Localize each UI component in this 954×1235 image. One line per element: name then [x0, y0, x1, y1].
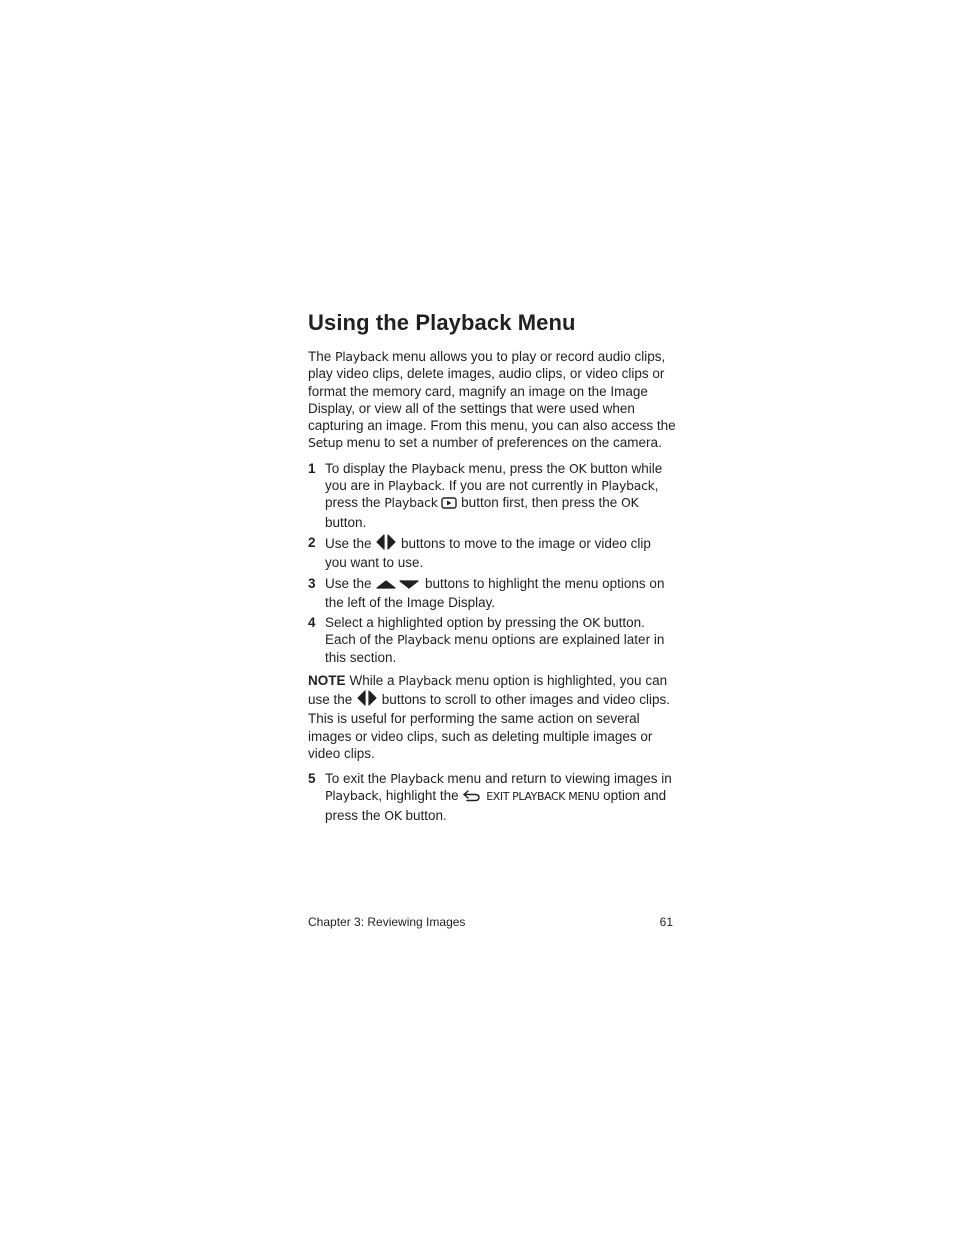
ui-term-playback: Playback [398, 673, 452, 689]
intro-paragraph [308, 348, 676, 452]
text: . If you are not currently in [441, 478, 602, 494]
ui-term-setup: Setup [308, 435, 343, 451]
text: button first, then press the [457, 495, 622, 511]
note-label: NOTE [308, 673, 346, 689]
note-block [308, 672, 676, 763]
step-text [325, 614, 676, 666]
text: buttons to scroll to other images and video clips. This is useful for performing the same action on several images or video clips, such as deleting multiple images or video clips. [308, 691, 670, 762]
text: Use the [325, 535, 376, 551]
ui-term-playback: Playback [335, 349, 389, 364]
step-number: 4 [308, 615, 316, 631]
ui-term-playback: Playback [325, 788, 379, 804]
step-item [308, 575, 676, 612]
step-item [308, 614, 676, 666]
text: button. [325, 514, 367, 530]
text: button while you are in [325, 460, 663, 494]
text: buttons to highlight the menu options on the left of the Image Display. [325, 575, 665, 610]
text: menu option is highlighted, you can use the [308, 673, 668, 707]
step-item [308, 534, 676, 572]
text: The [308, 349, 336, 364]
text: Select a highlighted option by pressing the [325, 615, 583, 631]
step-number: 5 [308, 771, 316, 787]
step-text [325, 770, 676, 824]
ui-term-playback: Playback [388, 478, 442, 494]
page-content [308, 308, 676, 827]
text: Use the [325, 575, 376, 591]
text: menu options are explained later in this section. [325, 632, 665, 665]
step-text [325, 534, 676, 572]
ui-term-ok: OK [384, 807, 402, 823]
ui-term-playback: Playback [390, 771, 444, 787]
page-title: Using the Playback Menu [308, 310, 576, 335]
playback-button-icon [441, 496, 457, 513]
left-right-arrows-icon [375, 534, 397, 554]
step-item [308, 770, 676, 824]
text: menu, press the [464, 460, 569, 476]
text: menu and return to viewing images in [443, 771, 672, 787]
text: button. [401, 807, 447, 823]
step-number: 2 [308, 534, 316, 550]
step-number: 3 [308, 575, 316, 591]
text: menu to set a number of preferences on the camera. [342, 435, 662, 451]
page-footer [308, 915, 673, 929]
steps-list [308, 460, 676, 666]
ui-term-exit-playback-menu: EXIT PLAYBACK MENU [486, 790, 600, 804]
return-arrow-icon [462, 789, 482, 806]
ui-term-playback: Playback [411, 460, 465, 476]
ui-term-ok: OK [569, 460, 587, 476]
text: To display the [325, 460, 412, 476]
text: While a [349, 673, 399, 689]
ui-term-playback: Playback [601, 478, 655, 494]
up-down-arrows-icon [375, 577, 421, 594]
text: , press the [325, 478, 659, 511]
text: buttons to move to the image or video clip you want to use. [325, 535, 651, 571]
steps-list-continued [308, 770, 676, 824]
text: , highlight the [378, 788, 463, 804]
text: option and press the [325, 788, 667, 823]
ui-term-ok: OK [582, 615, 600, 631]
left-right-arrows-icon [356, 690, 378, 711]
step-item [308, 460, 676, 531]
step-text [325, 460, 676, 531]
text: menu allows you to play or record audio clips, play video clips, delete images, audio clips, or video clips or format the memory card, magnify an image on the Image Display, or view all of the settings that were used when capturing an image. From this menu, you can also access the [308, 349, 676, 434]
footer-page-number: 61 [659, 915, 673, 929]
step-text [325, 575, 676, 612]
ui-term-ok: OK [621, 495, 639, 511]
text: button. Each of the [325, 615, 645, 648]
ui-term-playback: Playback [384, 495, 438, 511]
step-number: 1 [308, 460, 316, 476]
footer-chapter: Chapter 3: Reviewing Images [308, 915, 466, 929]
ui-term-playback: Playback [397, 632, 451, 648]
text: To exit the [325, 771, 391, 787]
